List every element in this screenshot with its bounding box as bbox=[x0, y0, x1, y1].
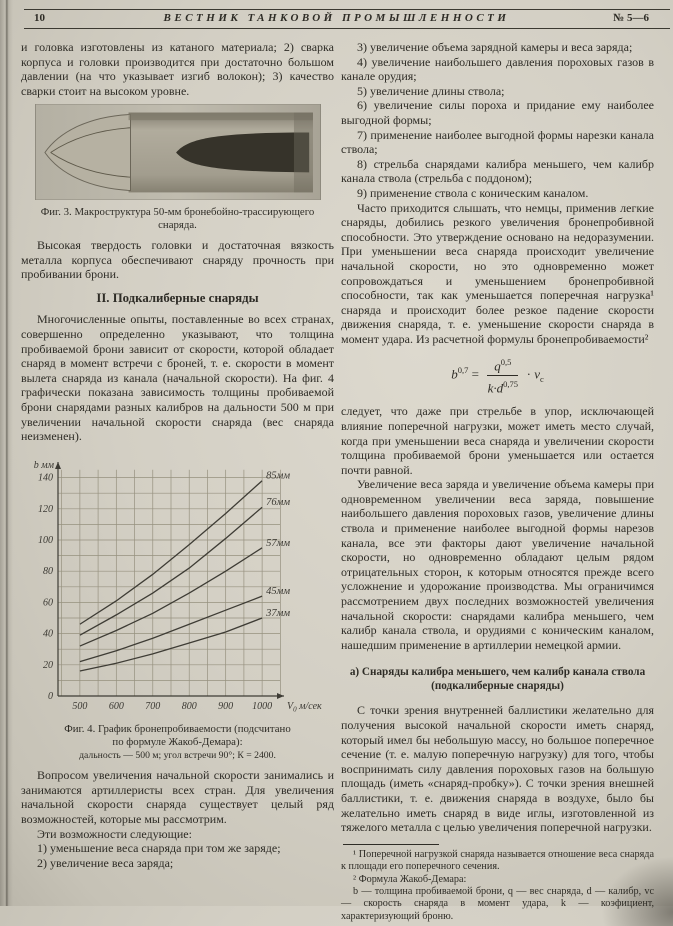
paragraph: Вопросом увеличения начальной скорости занимались и занимаются артиллеристы всех стран. Для увеличения начальной скорости снаряда существует целый ряд возможностей, которые мы рассмотрим. bbox=[21, 768, 334, 827]
footnote: b — толщина пробиваемой брони, q — вес снаряда, d — калибр, vc — скорость снаряда в момент удара, k — коэфициент, характеризующий броню. bbox=[341, 885, 654, 922]
list-item: 3) увеличение объема зарядной камеры и веса заряда; bbox=[357, 40, 633, 54]
fig4-chart bbox=[22, 450, 334, 718]
svg-text:60: 60 bbox=[42, 597, 53, 609]
paragraph: С точки зрения внутренней баллистики желательно для получения высокой начальной скорости иметь снаряд, который имел бы небольшую массу, но большое поперечное сечение (т. е. малую поперечную нагрузку) для того, чтобы воспринимать силу давления пороховых газов на большую площадь (иметь «снаряд-пробку»). С точки зрения внешней баллистики, т. е. движения снаряда в воздухе, было бы желательно иметь снаряд в виде иглы, изготовленной из тяжелого металла с целью увеличения поперечной нагрузки. bbox=[341, 703, 654, 835]
svg-text:37мм: 37мм bbox=[265, 607, 290, 619]
footnote: ² Формула Жакоб-Демара: bbox=[353, 873, 467, 885]
list-item: 7) применение наиболее выгодной формы нарезки канала ствола; bbox=[341, 127, 654, 157]
svg-text:1000: 1000 bbox=[251, 700, 272, 712]
list-item: 6) увеличение силы пороха и придание ему наиболее выгодной формы; bbox=[341, 98, 654, 127]
fraction: $\frac{q^{0,5}}{k\cdot d^{0,75}}$ bbox=[487, 357, 518, 396]
paragraph: следует, что даже при стрельбе в упор, исключающей влияние поперечной нагрузки, может иметь место случай, когда при уменьшении веса снаряда и увеличении скорости толщина пробиваемой брони уменьшается или остается почти равной. bbox=[341, 404, 654, 477]
header-bottom-rule bbox=[24, 28, 670, 29]
svg-text:85мм: 85мм bbox=[265, 470, 290, 482]
svg-text:800: 800 bbox=[181, 700, 197, 712]
penetration-formula: $b^{0,7}$ = $\frac{q^{0,5}}{k\cdot d^{0,75}}$ · $v_c$ bbox=[451, 357, 544, 396]
svg-text:700: 700 bbox=[144, 700, 160, 712]
svg-text:0: 0 bbox=[47, 690, 53, 702]
figure-4-caption: Фиг. 4. График бронепробиваемости (подсчитано по формуле Жакоб-Демара): дальность — 500 м; угол встречи 90°; К = 2400. bbox=[64, 723, 291, 762]
list-item: 1) уменьшение веса снаряда при том же заряде; bbox=[37, 841, 281, 856]
svg-text:140: 140 bbox=[37, 472, 53, 484]
left-column bbox=[21, 40, 334, 870]
svg-text:b мм: b мм bbox=[33, 459, 54, 471]
list-item: 8) стрельба снарядами калибра меньшего, чем калибр канала ствола (стрельба с поддоном); bbox=[341, 156, 654, 186]
svg-text:120: 120 bbox=[37, 503, 53, 515]
list-item: 2) увеличение веса заряда; bbox=[37, 855, 174, 870]
journal-title: ВЕСТНИК ТАНКОВОЙ ПРОМЫШЛЕННОСТИ bbox=[163, 12, 510, 24]
footnote-rule bbox=[343, 844, 439, 845]
issue-number: № 5—6 bbox=[613, 12, 649, 24]
list-item: 5) увеличение длины ствола; bbox=[357, 83, 505, 98]
svg-text:76мм: 76мм bbox=[265, 496, 290, 508]
paragraph: Часто приходится слышать, что немцы, применив легкие снаряды, добились резкого увеличения бронепробивной способности. Это утверждение основано на недоразумении. При уменьшении веса снаряда происходит увеличение начальной скорости, но это одновременно может сопровождаться и уменьшением бронепробивной способности, так как уменьшается поперечная нагрузка¹ снаряда и происходит более резкое падение скорости движения снаряда, т. е. уменьшение скорости снаряда в момент удара. Из расчетной формулы бронепробиваемости² bbox=[341, 200, 654, 346]
page-number: 10 bbox=[34, 12, 45, 24]
svg-text:80: 80 bbox=[42, 565, 53, 577]
header-top-rule bbox=[24, 9, 670, 10]
subsection-heading: а) Снаряды калибра меньшего, чем калибр канала ствола (подкалиберные снаряды) bbox=[349, 666, 646, 693]
dot-operator: · bbox=[526, 366, 531, 382]
svg-text:57мм: 57мм bbox=[265, 537, 290, 549]
footnote: ¹ Поперечной нагрузкой снаряда называется отношение веса снаряда к площади его поперечного сечения. bbox=[341, 848, 654, 873]
footnotes bbox=[341, 844, 654, 923]
figure-3-caption: Фиг. 3. Макроструктура 50-мм бронебойно-трассирующего снаряда. bbox=[40, 205, 315, 231]
figure-3 bbox=[21, 104, 334, 232]
svg-text:500: 500 bbox=[71, 700, 87, 712]
svg-text:40: 40 bbox=[42, 628, 53, 640]
list-item: 4) увеличение наибольшего давления пороховых газов в канале орудия; bbox=[341, 54, 654, 84]
svg-text:900: 900 bbox=[217, 700, 233, 712]
list-intro: Эти возможности следующие: bbox=[37, 826, 192, 841]
paragraph: Увеличение веса заряда и увеличение объема камеры при одновременном увеличении веса заряда, повышение наибольшего давления пороховых газов, увеличение длины ствола и применение наиболее выгодной формы нарезов канала, все эти факторы дают увеличение начальной скорости, но одновременно обладают целым рядом отрицательных сторон, к которым относятся прежде всего усложнение и удорожание производства. Мы ограничимся рассмотрением двух последних возможностей увеличения начальной скорости: снарядами калибра меньшего, чем калибр канала ствола, и орудиями с коническим каналом, нашедшим применение в артиллерии немецкой армии. bbox=[341, 477, 654, 652]
shell-macrostructure-photo bbox=[35, 104, 321, 200]
paragraph: Высокая твердость головки и достаточная вязкость металла корпуса обеспечивают снаряду прочность при пробивании брони. bbox=[21, 237, 334, 282]
paragraph: Многочисленные опыты, поставленные во всех странах, совершенно определенно указывают, что толщина пробиваемой брони зависит от скорости, которой обладает снаряд в момент встречи с броней, т. е. скорости в момент вылета снаряда из канала (начальной скорости). На фиг. 4 графически показана зависимость толщины пробиваемой брони снарядами разных калибров на дальности 500 м при увеличении начальной скорости снаряда (вес снаряда неизменен). bbox=[21, 312, 334, 444]
svg-text:20: 20 bbox=[42, 659, 53, 671]
svg-text:V0 м/сек: $V_0$ м/сек bbox=[286, 700, 322, 714]
right-column bbox=[341, 40, 654, 923]
equals-sign: = bbox=[471, 366, 479, 382]
svg-text:45мм: 45мм bbox=[265, 585, 290, 597]
section-heading: II. Подкалиберные снаряды bbox=[96, 290, 259, 305]
list-item: 9) применение ствола с коническим каналом. bbox=[357, 185, 589, 200]
paragraph: и головка изготовлены из катаного материала; 2) сварка корпуса и головки производится при достаточно большом давлении (на что указывает изгиб волокон); 3) качество сварки стоит на высоком уровне. bbox=[21, 40, 334, 98]
svg-text:100: 100 bbox=[37, 534, 53, 546]
figure-4 bbox=[21, 450, 334, 763]
svg-text:600: 600 bbox=[108, 700, 124, 712]
